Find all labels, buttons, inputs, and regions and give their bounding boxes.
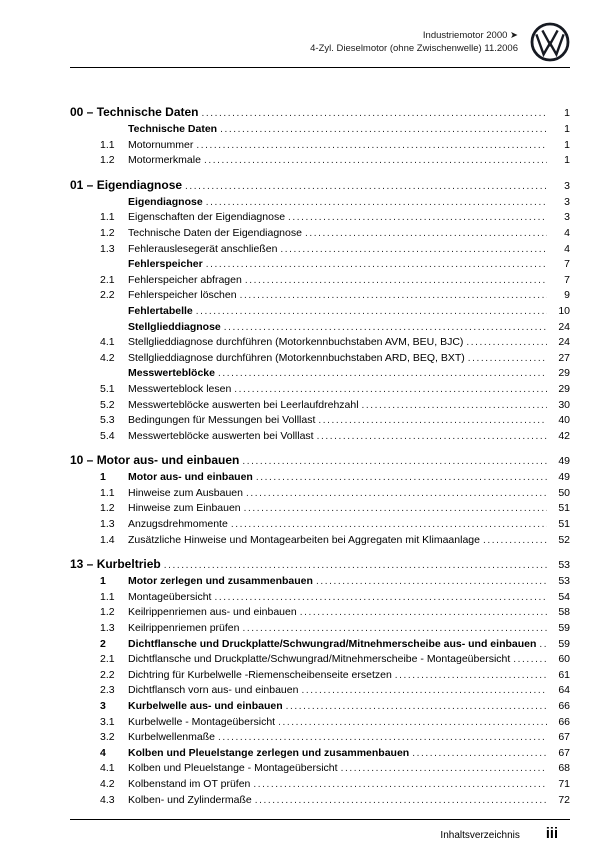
entry-title: Bedingungen für Messungen bei Volllast <box>128 414 316 427</box>
entry-title: Kurbelwellenmaße <box>128 731 215 744</box>
dot-leader <box>218 730 547 746</box>
entry-number: 1 <box>100 575 106 588</box>
entry-title: Dichtflansche und Druckplatte/Schwungrad/Mitnehmerscheibe - Montageübersicht <box>128 653 511 666</box>
entry-page-number: 52 <box>558 533 570 546</box>
entry-title: Keilrippenriemen aus- und einbauen <box>128 606 297 619</box>
entry-number: 5.2 <box>100 398 115 411</box>
dot-leader <box>362 398 547 414</box>
entry-title: Kolben und Pleuelstange zerlegen und zusammenbauen <box>128 746 410 759</box>
toc-entry <box>70 730 570 746</box>
dot-leader <box>288 210 547 226</box>
entry-number: 2.1 <box>100 653 115 666</box>
toc-entry <box>70 413 570 429</box>
entry-number: 1.3 <box>100 242 115 255</box>
entry-page-number: 40 <box>558 414 570 427</box>
entry-number: 2.1 <box>100 273 115 286</box>
entry-title: Kolben und Pleuelstange - Montageübersicht <box>128 762 338 775</box>
chapter-label: 00 – Technische Daten <box>70 105 199 119</box>
entry-title: Stellglieddiagnose durchführen (Motorkennbuchstaben AVM, BEU, BJC) <box>128 336 464 349</box>
toc-entry <box>70 699 570 715</box>
entry-title: Dichtflansch vorn aus- und einbauen <box>128 684 299 697</box>
entry-title: Stellglieddiagnose <box>128 320 221 333</box>
entry-page-number: 66 <box>558 715 570 728</box>
entry-title: Eigenschaften der Eigendiagnose <box>128 211 286 224</box>
entry-title: Fehlerspeicher löschen <box>128 289 237 302</box>
chapter-page-number: 3 <box>564 179 570 192</box>
entry-page-number: 66 <box>558 700 570 712</box>
entry-page-number: 59 <box>558 622 570 635</box>
document-title-line1: Industriemotor 2000 ➤ <box>422 30 518 41</box>
dot-leader <box>513 652 547 668</box>
chapter-page-number: 53 <box>558 559 570 572</box>
entry-title: Messwerteblöcke <box>128 367 215 380</box>
entry-number: 4.3 <box>100 793 115 806</box>
toc-chapter <box>70 104 570 169</box>
dot-leader <box>539 637 547 653</box>
toc-entry <box>70 288 570 304</box>
entry-title: Technische Daten <box>128 123 218 135</box>
toc-chapter-heading <box>70 104 570 122</box>
dot-leader <box>466 335 547 351</box>
entry-title: Messwerteblöcke auswerten bei Volllast <box>128 429 314 442</box>
entry-number: 3 <box>100 700 106 712</box>
dot-leader <box>220 122 547 138</box>
toc-chapter-heading <box>70 177 570 195</box>
dot-leader <box>483 533 547 549</box>
toc-chapter <box>70 452 570 548</box>
entry-number: 1.2 <box>100 154 115 167</box>
entry-page-number: 1 <box>564 154 570 167</box>
entry-page-number: 1 <box>564 138 570 151</box>
entry-number: 2 <box>100 637 106 650</box>
entry-page-number: 29 <box>558 367 570 380</box>
dot-leader <box>202 104 548 122</box>
toc-entry <box>70 366 570 382</box>
entry-number: 2.2 <box>100 668 115 681</box>
dot-leader <box>341 761 547 777</box>
toc-entry <box>70 746 570 762</box>
entry-page-number: 42 <box>558 429 570 442</box>
entry-page-number: 67 <box>558 731 570 744</box>
dot-leader <box>468 351 547 367</box>
entry-number: 5.3 <box>100 414 115 427</box>
dot-leader <box>245 273 547 289</box>
entry-page-number: 4 <box>564 226 570 239</box>
entry-title: Motormerkmale <box>128 154 201 167</box>
entry-title: Kolben- und Zylindermaße <box>128 793 252 806</box>
entry-page-number: 53 <box>558 575 570 588</box>
toc-entry <box>70 574 570 590</box>
entry-page-number: 67 <box>558 746 570 759</box>
entry-page-number: 58 <box>558 606 570 619</box>
dot-leader <box>185 177 547 195</box>
entry-page-number: 61 <box>558 668 570 681</box>
entry-page-number: 68 <box>558 762 570 775</box>
toc-entry <box>70 590 570 606</box>
entry-title: Fehlerspeicher abfragen <box>128 273 242 286</box>
dot-leader <box>246 486 547 502</box>
entry-title: Dichtring für Kurbelwelle -Riemenscheibenseite ersetzen <box>128 668 392 681</box>
entry-number: 1.3 <box>100 622 115 635</box>
entry-number: 1.1 <box>100 590 115 603</box>
entry-title: Kolbenstand im OT prüfen <box>128 777 251 790</box>
page-footer <box>70 826 570 842</box>
toc-entry <box>70 605 570 621</box>
dot-leader <box>240 288 547 304</box>
entry-title: Technische Daten der Eigendiagnose <box>128 226 302 239</box>
document-title-line2: 4-Zyl. Dieselmotor (ohne Zwischenwelle) 11.2006 <box>310 43 518 54</box>
entry-number: 3.1 <box>100 715 115 728</box>
dot-leader <box>300 605 547 621</box>
toc-entry <box>70 320 570 336</box>
toc-entry <box>70 668 570 684</box>
entry-page-number: 29 <box>558 382 570 395</box>
entry-number: 1.2 <box>100 606 115 619</box>
toc-entry <box>70 398 570 414</box>
toc-chapter <box>70 177 570 445</box>
entry-page-number: 72 <box>558 793 570 806</box>
entry-page-number: 3 <box>564 195 570 208</box>
entry-number: 5.1 <box>100 382 115 395</box>
toc-entry <box>70 533 570 549</box>
entry-title: Fehlerspeicher <box>128 258 203 271</box>
entry-number: 4.1 <box>100 762 115 775</box>
toc-chapter-heading <box>70 556 570 574</box>
dot-leader <box>231 517 547 533</box>
entry-title: Keilrippenriemen prüfen <box>128 622 240 635</box>
toc-chapter <box>70 556 570 808</box>
toc-entry <box>70 335 570 351</box>
entry-title: Fehlerauslesegerät anschließen <box>128 242 278 255</box>
toc-entry <box>70 777 570 793</box>
entry-number: 2.2 <box>100 289 115 302</box>
entry-page-number: 49 <box>558 471 570 484</box>
header-divider <box>70 67 570 68</box>
chapter-label: 01 – Eigendiagnose <box>70 177 183 192</box>
document-title <box>310 29 518 55</box>
entry-page-number: 71 <box>558 777 570 790</box>
toc-entry <box>70 195 570 211</box>
entry-title: Dichtflansche und Druckplatte/Schwungrad/Mitnehmerscheibe aus- und einbauen <box>128 637 537 650</box>
entry-title: Hinweise zum Ausbauen <box>128 486 243 499</box>
chapter-page-number: 49 <box>558 455 570 468</box>
entry-number: 2.3 <box>100 684 115 697</box>
chapter-label: 13 – Kurbeltrieb <box>70 557 161 572</box>
dot-leader <box>316 574 547 590</box>
entry-number: 4.1 <box>100 336 115 349</box>
entry-page-number: 51 <box>558 502 570 515</box>
entry-page-number: 59 <box>558 637 570 650</box>
entry-page-number: 7 <box>564 258 570 271</box>
entry-title: Eigendiagnose <box>128 195 203 208</box>
entry-number: 3.2 <box>100 731 115 744</box>
entry-number: 1.4 <box>100 533 115 546</box>
dot-leader <box>305 226 547 242</box>
toc-entry <box>70 382 570 398</box>
entry-page-number: 10 <box>558 304 570 317</box>
entry-number: 4.2 <box>100 351 115 364</box>
entry-page-number: 24 <box>558 336 570 349</box>
entry-title: Montageübersicht <box>128 590 212 603</box>
dot-leader <box>395 668 547 684</box>
vw-logo-icon <box>530 22 570 62</box>
entry-title: Kurbelwelle - Montageübersicht <box>128 715 276 728</box>
dot-leader <box>164 556 547 574</box>
toc-chapter-heading <box>70 452 570 470</box>
dot-leader <box>206 195 547 211</box>
toc-entry <box>70 429 570 445</box>
entry-title: Hinweise zum Einbauen <box>128 502 241 515</box>
toc-entry <box>70 138 570 154</box>
entry-page-number: 51 <box>558 518 570 531</box>
entry-title: Fehlertabelle <box>128 304 193 317</box>
entry-number: 1.1 <box>100 211 115 224</box>
dot-leader <box>278 715 547 731</box>
toc-entry <box>70 637 570 653</box>
dot-leader <box>218 366 547 382</box>
entry-number: 1.2 <box>100 226 115 239</box>
toc-entry <box>70 273 570 289</box>
entry-page-number: 54 <box>558 590 570 603</box>
entry-number: 1.3 <box>100 518 115 531</box>
toc-entry <box>70 242 570 258</box>
entry-title: Messwerteblöcke auswerten bei Leerlaufdrehzahl <box>128 398 359 411</box>
footer-divider <box>70 819 570 820</box>
dot-leader <box>317 429 547 445</box>
chapter-label: 10 – Motor aus- und einbauen <box>70 453 240 468</box>
page-number: iii <box>545 826 558 842</box>
entry-number: 1.1 <box>100 486 115 499</box>
toc-entry <box>70 793 570 809</box>
entry-title: Stellglieddiagnose durchführen (Motorkennbuchstaben ARD, BEQ, BXT) <box>128 351 465 364</box>
dot-leader <box>244 501 547 517</box>
dot-leader <box>242 452 547 470</box>
dot-leader <box>286 699 547 715</box>
entry-page-number: 27 <box>558 351 570 364</box>
entry-page-number: 50 <box>558 486 570 499</box>
toc-entry <box>70 517 570 533</box>
toc-entry <box>70 683 570 699</box>
dot-leader <box>206 257 547 273</box>
toc-entry <box>70 470 570 486</box>
toc-entry <box>70 715 570 731</box>
toc-entry <box>70 304 570 320</box>
toc-entry <box>70 210 570 226</box>
toc-entry <box>70 257 570 273</box>
dot-leader <box>234 382 547 398</box>
entry-page-number: 3 <box>564 211 570 224</box>
dot-leader <box>318 413 547 429</box>
entry-title: Kurbelwelle aus- und einbauen <box>128 700 283 712</box>
toc-entry <box>70 486 570 502</box>
entry-page-number: 9 <box>564 289 570 302</box>
entry-title: Motornummer <box>128 138 194 151</box>
entry-number: 1 <box>100 471 106 484</box>
dot-leader <box>224 320 547 336</box>
entry-number: 4.2 <box>100 777 115 790</box>
toc-entry <box>70 621 570 637</box>
entry-number: 1.1 <box>100 138 115 151</box>
toc-entry <box>70 122 570 138</box>
dot-leader <box>301 683 547 699</box>
footer-label: Inhaltsverzeichnis <box>440 830 520 841</box>
toc-entry <box>70 153 570 169</box>
toc-entry <box>70 351 570 367</box>
entry-title: Messwerteblock lesen <box>128 382 232 395</box>
entry-number: 1.2 <box>100 502 115 515</box>
toc-entry <box>70 226 570 242</box>
dot-leader <box>256 470 547 486</box>
toc-entry <box>70 652 570 668</box>
dot-leader <box>196 138 547 154</box>
entry-title: Anzugsdrehmomente <box>128 518 228 531</box>
dot-leader <box>253 777 547 793</box>
toc-entry <box>70 501 570 517</box>
entry-page-number: 4 <box>564 242 570 255</box>
dot-leader <box>412 746 547 762</box>
entry-title: Motor zerlegen und zusammenbauen <box>128 575 313 588</box>
toc <box>70 104 570 808</box>
entry-page-number: 7 <box>564 273 570 286</box>
entry-page-number: 30 <box>558 398 570 411</box>
entry-title: Zusätzliche Hinweise und Montagearbeiten bei Aggregaten mit Klimaanlage <box>128 533 480 546</box>
entry-page-number: 64 <box>558 684 570 697</box>
entry-page-number: 1 <box>564 123 570 135</box>
entry-page-number: 60 <box>558 653 570 666</box>
dot-leader <box>242 621 547 637</box>
page-header <box>70 22 570 62</box>
dot-leader <box>204 153 547 169</box>
entry-title: Motor aus- und einbauen <box>128 471 253 484</box>
entry-number: 4 <box>100 746 106 759</box>
toc-entry <box>70 761 570 777</box>
entry-number: 5.4 <box>100 429 115 442</box>
dot-leader <box>280 242 547 258</box>
chapter-page-number: 1 <box>564 107 570 119</box>
dot-leader <box>255 793 547 809</box>
entry-page-number: 24 <box>558 320 570 333</box>
dot-leader <box>214 590 547 606</box>
dot-leader <box>196 304 547 320</box>
